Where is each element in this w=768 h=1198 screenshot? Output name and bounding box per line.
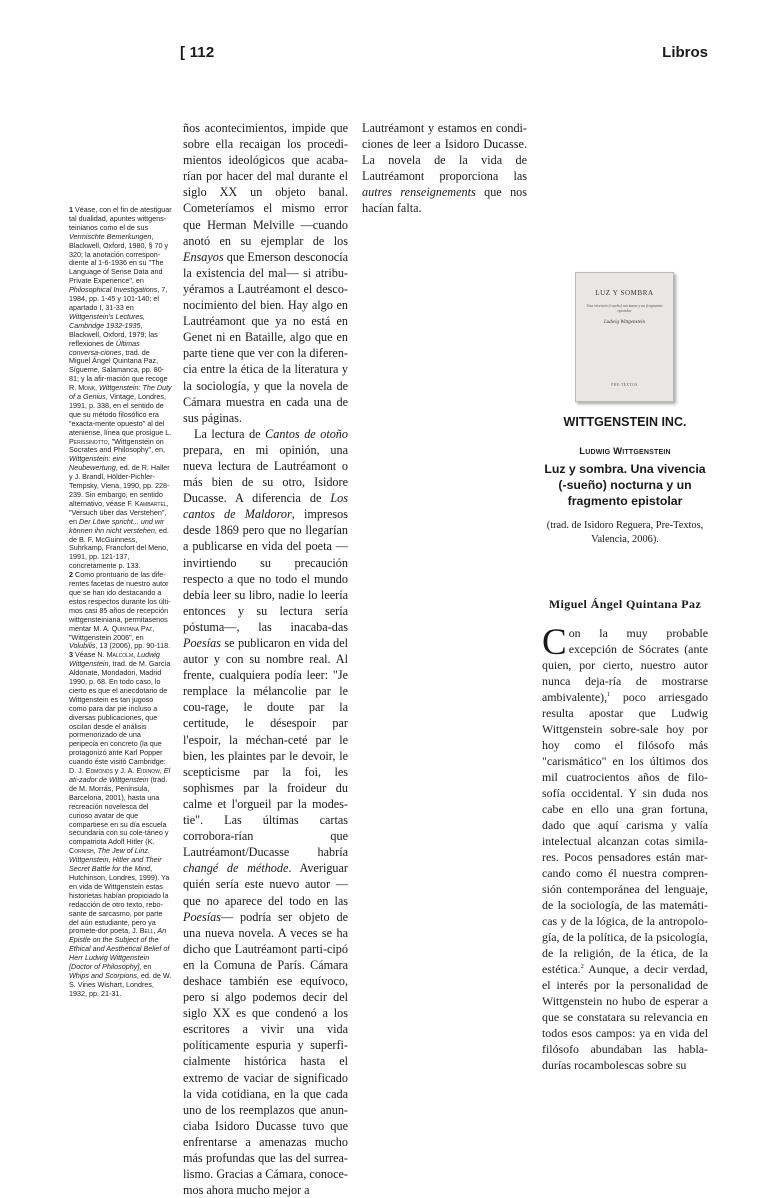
body-paragraph: Lautréamont y estamos en condi-ciones de leer a Isidoro Ducasse. La novela de la vida de Lautréamont proporciona las autres renseignements que nos hacían falta. [362,121,527,216]
review-section-title: WITTGENSTEIN INC. [563,415,687,429]
footnote-ref: 2 [580,963,584,971]
section-title: Libros [662,44,708,61]
cover-title: LUZ Y SOMBRA [595,289,654,297]
footnotes-column [69,206,172,999]
translation-note: (trad. de Isidoro Reguera, Pre-Textos, Valencia, 2006). [546,520,704,545]
footnote-1: 1 Véase, con el fin de atestiguar tal dualidad, apuntes wittgens-teinianos como el de sus Vermischte Bemerkungen, Blackwell, Oxford, 1980, § 70 y 320; la anotación correspon-diente al 1-6-1936 en su "The Language of Sense Data and Private Experience", en Philosophical Investigations, 7, 1984, pp. 1-45 y 101-140; el apartado I, 31-33 en Wittgenstein's Lectures, Cambridge 1932-1935, Blackwell, Oxford, 1979; las reflexiones de Últimas conversa-ciones, trad. de Miguel Ángel Quintana Paz, Sígueme, Salamanca, pp. 80-81; y la afir-mación que recoge R. Monk, Wittgenstein: The Duty of a Genius, Vintage, Londres, 1991, p. 338, en el sentido de que su método filosófico era "exacta-mente opuesto" al del ateniense, línea que prosigue L. Perissinotto, "Wittgenstein on Socrates and Philosophy", en, Wittgenstein: eine Neubewertung, ed. de R. Haller y J. Brandl, Hölder-Pichler-Tempsky, Viena, 1990, pp. 228-239. Sin embargo, en sentido alternativo, véase F. Kambartel, "Versuch über das Verstehen", en Der Löwe spricht... und wir können ihn nicht verstehen, ed. de B. F. McGuinness, Suhrkamp, Francfort del Meno, 1991, pp. 121-137, concretamente p. 133. [69,205,172,571]
footnote-3: 3 Véase N. Malcolm, Ludwig Wittgenstein, trad. de M. García Aldonate, Mondadori, Madrid 1990, p. 68. En todo caso, lo cierto es que el anecdotario de Wittgenstein es tan jugoso como para dar pie incluso a diversas publicaciones, que oscilan desde el análisis pormenorizado de una peripecia en concreto (la que protagonizó ante Karl Popper cuando éste visitó Cambridge: D. J. Edmonds y J. A. Eidinow, El ati-zador de Wittgenstein (trad. de M. Morrás, Península, Barcelona, 2001), hasta una recreación novelesca del curioso avatar de que compartiese en su día escuela secundaria con su cole-táneo y compatriota Adolf Hitler (K. Cornish, The Jew of Linz. Wittgenstein, Hitler and Their Secret Battle for the Mind, Hutchinson, Londres, 1999). Ya en vida de Wittgenstein estas historietas habían propiciado la redacción de otro texto, rebo-sante de sarcasmo, por parte del aún estudiante, pero ya promete-dor poeta, J. Bell, An Epistle on the Subject of the Ethical and Aesthetical Belief of Herr Ludwig Wittgenstein [Doctor of Philosophy], en Whips and Scorpions, ed. de W. S. Vines Wishart, Londres, 1932, pp. 21-31. [69,650,172,998]
body-column-3 [542,622,708,1073]
footnote-2: 2 Como prontuario de las dife-rentes facetas de nuestro autor que se han ido destacando a estos respectos durante los últi-mos casi 85 años de recepción wittgensteiniana, permitasenos mentar M. A. Quintana Paz, "Wittgenstein 2006", en Volubilis, 13 (2006), pp. 90-118. [69,570,171,651]
page-number: [ 112 [180,44,215,61]
footnote-number: 2 [69,570,73,580]
footnote-number: 3 [69,650,73,660]
cover-subtitle: Una vivencia (-sueño) nocturna y un fragmento epistolar [586,303,663,313]
body-column-1 [183,120,348,1198]
cover-author: Ludwig Wittgenstein [604,320,645,325]
review-byline: Miguel Ángel Quintana Paz [548,597,702,611]
reviewed-book-author: Ludwig Wittgenstein [579,446,671,457]
reviewed-book-title: Luz y sombra. Una vivencia (-sueño) nocturna y un fragmento epistolar [544,462,706,508]
body-paragraph: Con la muy probable excepción de Sócrates (ante quien, por cierto, nuestro autor nunca deja-ría de mostrarse ambivalente),$^1$ poco arriesgado resulta apostar que Ludwig Wittgenstein sobre-sale hoy por hoy como el filósofo más "carismático" en los últimos dos mil cuatrocientos años de filo-sofía occidental. Y sin duda nos cabe en ello una gran fortuna, dado que aquí carisma y valía intelectual alcanzan cotas simila-res. Pocos pensadores están mar-cando como él nuestra compren-sión contemporánea del lenguaje, de la sociología, de las matemáti-cas y de la lógica, de la antropolo-gía, de la política, de la psicología, de la religión, de la ética, de la estética.$^2$ Aunque, a decir verdad, el interés por la personalidad de Wittgenstein no hubo de esperar a que se constatara su relevancia en todos esos campos: ya en vida del filósofo abundaban las habla-durías rocambolescas sobre su [542,622,708,1072]
book-cover-image [575,272,674,402]
drop-cap: C [542,622,567,663]
body-column-2 [362,120,527,217]
footnote-number: 1 [69,205,73,214]
body-paragraph: La lectura de Cantos de otoño prepara, en mi opinión, una nueva lectura de Lautréamont o más bien de su otro, Isidore Ducasse. A diferencia de Los cantos de Maldoror, impresos desde 1869 pero que no llegarían a publicarse en vida del poeta —invirtiendo su precaución respecto a que no todo el mundo debía leer su libro, nadie lo leería entonces y su lectura sería póstuma—, las inacaba-das Poesías se publicaron en vida del autor y con su nombre real. Al frente, cualquiera podía leer: "Je remplace la mélancolie par le cou-rage, le doute par la certitude, le désespoir par l'espoir, la méchan-ceté par le bien, les plaintes par le devoir, le scepticisme par la foi, les sophismes par la froideur du calme et l'orgueil par la modes-tie". Las últimas cartas corrobora-rían que Lautréamont/Ducasse habría changé de méthode. Averiguar quién sería este nuevo autor —que no aparece del todo en las Poesías— podría ser objeto de una nueva novela. A veces se ha dicho que Lautréamont parti-cipó en la Comuna de París. Cámara deshace también ese equívoco, pero si algo podemos decir del siglo XX es que condenó a los escritores a vivir una vida políticamente espuria y superfi-cialmente histórica hasta el extremo de vaciar de significado la vida cotidiana, en la que cada uno de los reemplazos que anun-ciaba Isidoro Ducasse tuvo que enfrentarse a amenazas mucho más profundas que las del surrea-lismo. Gracias a Cámara, conoce-mos ahora mucho mejor a [183,426,348,1198]
cover-publisher: PRE-TEXTOS [611,383,638,387]
body-paragraph: ños acontecimientos, impide que sobre ella recaigan los procedi-mientos ideológicos que acaba-rían por hacer del mal durante el siglo XX un objeto banal. Cometeríamos el mismo error que Herman Melville —cuando anotó en su ejemplar de los Ensayos que Emerson desconocía la existencia del mal— si atribu-yéramos a Lautréamont el desco-nocimiento del bien. Hay algo en Lautréamont que ya no está en Genet ni en Bataille, algo que en parte tiene que ver con la diferen-cia entre la ética de la literatura y la sociología, y que la novela de Cámara muestra en cada una de sus páginas. [183,121,348,425]
footnote-ref: 1 [607,691,611,699]
